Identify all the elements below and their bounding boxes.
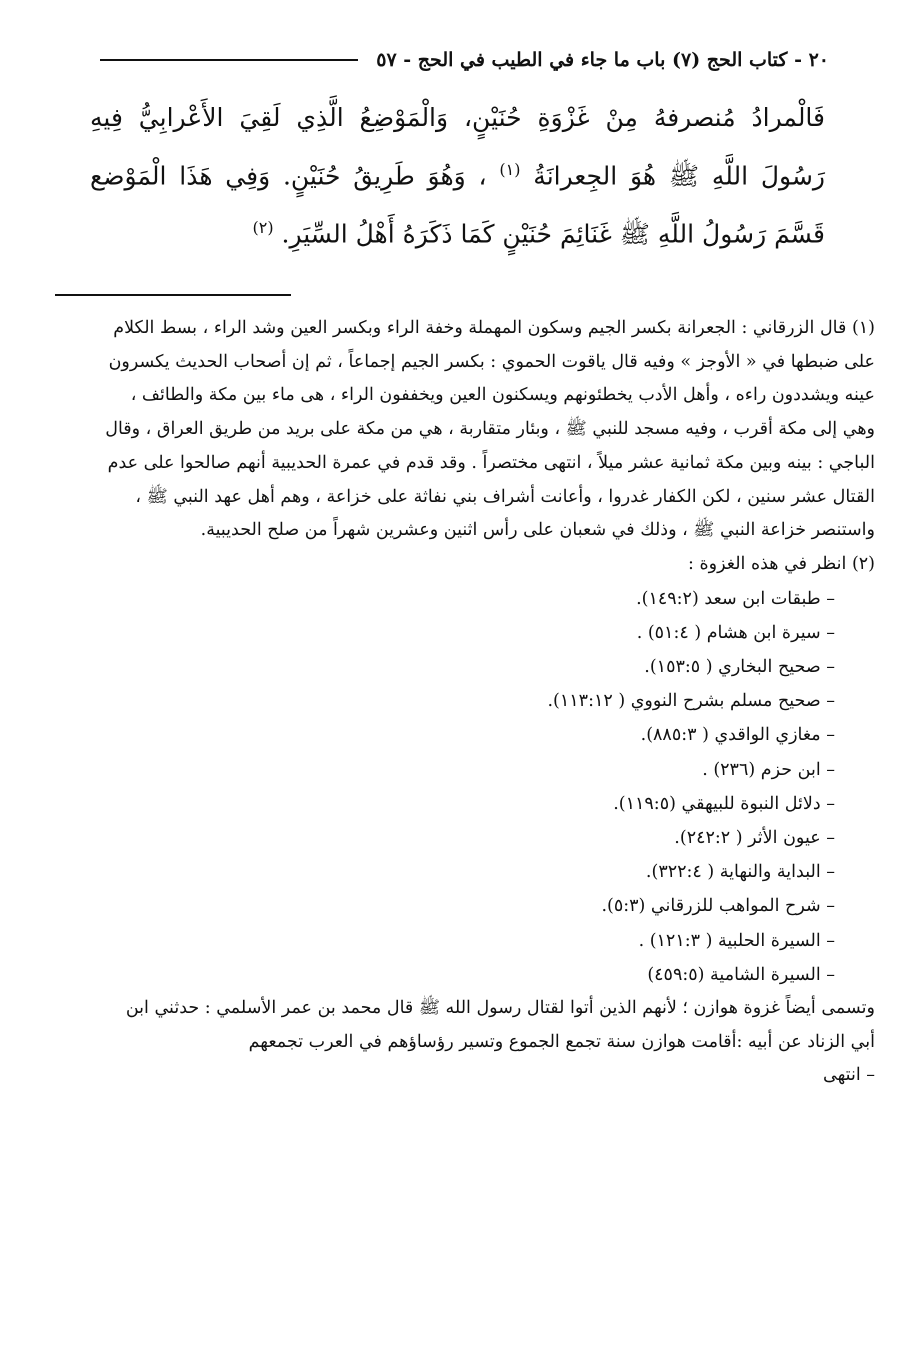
reference-item: – السيرة الشامية (٤٥٩:٥) (647, 964, 835, 985)
footnote-2 (98, 548, 875, 582)
reference-item: – طبقات ابن سعد (١٤٩:٢). (636, 588, 835, 609)
reference-item: – صحيح البخاري ( ١٥٣:٥). (644, 657, 835, 678)
main-line-3: ، وَهُوَ طَرِيقُ حُنَيْنٍ. وَفِي هَذَا الْمَوْضع قَسَّمَ رَسُولُ اللَّهِ ﷺ غَنَائِمَ حُنَيْنٍ (90, 161, 825, 249)
reference-item: – البداية والنهاية ( ٣٢٢:٤). (645, 862, 835, 883)
header-rule (100, 59, 358, 61)
reference-item: – مغازي الواقدي ( ٨٨٥:٣). (640, 725, 835, 746)
reference-item: – عيون الأثر ( ٢٤٢:٢). (674, 828, 835, 849)
footnote-ref-2: (٢) (252, 218, 274, 238)
main-line-1: فَالْمرادُ مُنصرفهُ مِنْ غَزْوَةِ حُنَيْنٍ، وَالْمَوْضِعُ الَّذِي لَقِيَ الأَعْرابِيُّ فِيهِ رَسُولَ اللَّهِ ﷺ هُوَ (90, 103, 825, 191)
reference-item: – صحيح مسلم بشرح النووي ( ١١٣:١٢). (547, 691, 835, 712)
footnote-1-text: قال الزرقاني : الجعرانة بكسر الجيم وسكون المهملة وخفة الراء وبكسر العين وشد الراء ، بسط الكلام على ضبطها في « الأوجز » وفيه قال ياقوت الحموي : بكسر الجيم إجماعاً ، ثم إن أصحاب الحديث يكسرون عينه ويشددون راءه ، وأهل الأدب يخطئونهم ويسكنون العين ويخففون الراء ، هى ماء بين مكة والطائف ، وهي إلى مكة أقرب ، وفيه مسجد للنبي ﷺ ، وبئار متقاربة ، هي من مكة على بريد من طريق العراق ، وقال الباجي : بينه وبين مكة ثمانية عشر ميلاً ، انتهى مختصراً . وقد قدم في عمرة الحديبية أنهم صالحوا على عدم القتال عشر سنين ، لكن الكفار غدروا ، وأعانت أشراف بني نفاثة على خزاعة ، وهم أهل عهد النبي ﷺ ، واستنصر خزاعة النبي ﷺ ، وذلك في شعبان على رأس اثنين وعشرين شهراً من صلح الحديبية. (105, 318, 875, 541)
main-text (90, 92, 825, 261)
footnote-1 (98, 312, 875, 548)
reference-item: – سيرة ابن هشام ( ٥١:٤) . (636, 622, 835, 643)
main-line-2: الجِعرانَةُ (533, 161, 618, 191)
reference-item: – شرح المواهب للزرقاني (٥:٣). (601, 896, 835, 917)
reference-item: – ابن حزم (٢٣٦) . (702, 759, 835, 780)
page-header-title: ٢٠ - كتاب الحج (٧) باب ما جاء في الطيب في الحج - ٥٧ (376, 49, 829, 71)
footnotes (98, 312, 875, 1093)
closing-end: – انتهى (823, 1065, 875, 1086)
footnote-2-intro: انظر في هذه الغزوة : (688, 553, 847, 574)
running-header (100, 44, 829, 76)
footnote-separator (55, 294, 291, 296)
reference-list (98, 582, 875, 992)
main-line-4: كَمَا ذَكَرَهُ أَهْلُ السِّيَرِ. (281, 219, 495, 249)
footnote-ref-1: (١) (499, 160, 521, 179)
reference-item: – السيرة الحلبية ( ١٢١:٣) . (638, 930, 835, 951)
closing-paragraph: وتسمى أيضاً غزوة هوازن ؛ لأنهم الذين أتوا لقتال رسول الله ﷺ قال محمد بن عمر الأسلمي : حدثني ابن أبي الزناد عن أبيه :أقامت هوازن سنة تجمع الجموع وتسير رؤساؤهم في العرب تجمعهم (125, 998, 875, 1052)
footnote-1-number: (١) (851, 318, 875, 338)
footnote-2-number: (٢) (851, 553, 875, 574)
reference-item: – دلائل النبوة للبيهقي (١١٩:٥). (613, 793, 835, 814)
